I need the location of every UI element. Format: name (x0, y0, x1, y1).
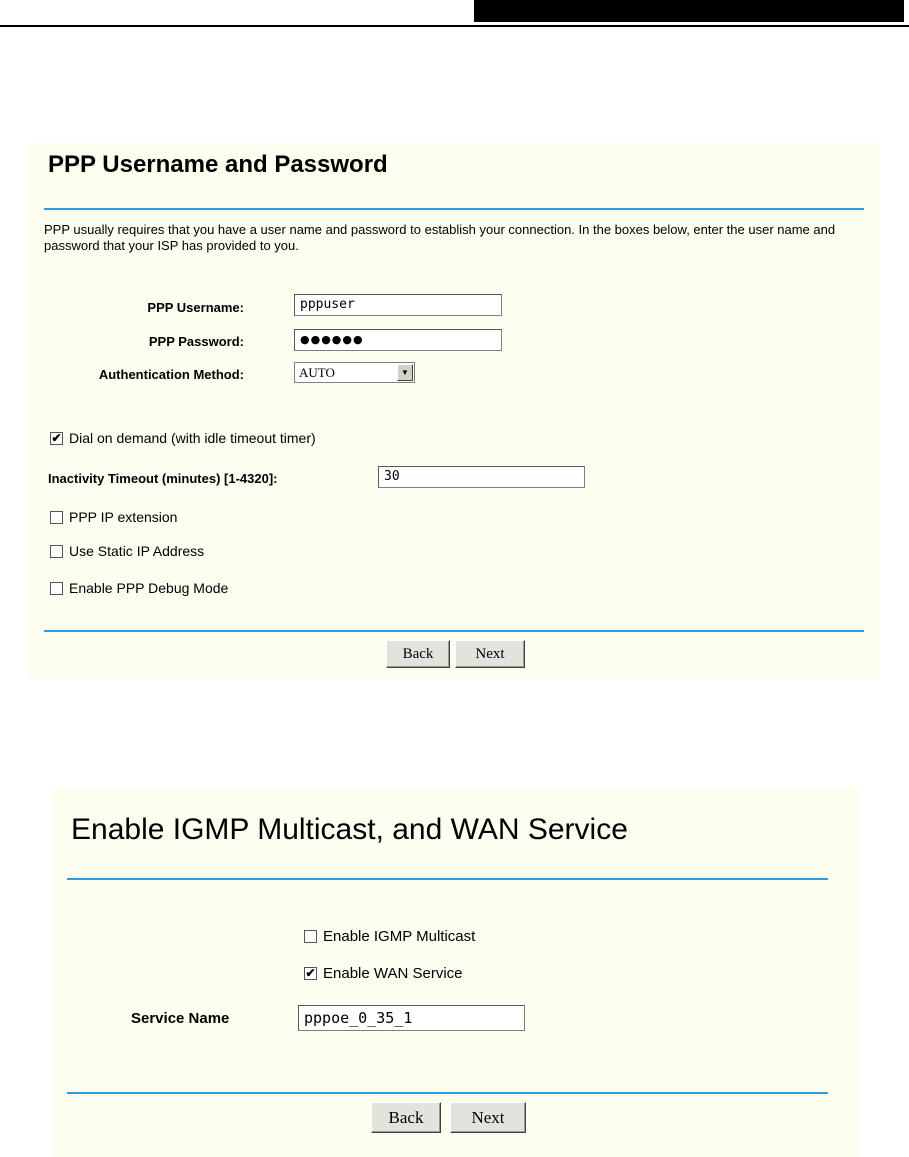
section-title: Enable IGMP Multicast, and WAN Service (71, 813, 628, 846)
dial-on-demand-row[interactable] (50, 430, 316, 446)
description-text: PPP usually requires that you have a user name and password to establish your connection. In the boxes below, enter the user name and password that your ISP has provided to you. (44, 222, 836, 253)
footer-divider (67, 1092, 828, 1094)
auth-method-label: Authentication Method: (98, 367, 244, 382)
next-button[interactable]: Next (450, 1102, 526, 1133)
title-divider (67, 878, 828, 880)
ppp-ip-extension-checkbox[interactable] (50, 511, 63, 524)
static-ip-label: Use Static IP Address (69, 543, 205, 559)
footer-divider (44, 630, 864, 632)
igmp-wan-panel (51, 787, 860, 1157)
igmp-multicast-label: Enable IGMP Multicast (323, 928, 476, 945)
back-button[interactable]: Back (386, 640, 450, 668)
dropdown-arrow-icon[interactable]: ▼ (397, 364, 413, 381)
header-bar (474, 0, 904, 22)
ppp-credentials-panel (28, 143, 880, 679)
debug-mode-row[interactable] (50, 580, 228, 596)
static-ip-row[interactable] (50, 543, 204, 559)
password-label: PPP Password: (148, 334, 244, 349)
service-name-label: Service Name (131, 1010, 230, 1027)
auth-method-value: AUTO (299, 365, 335, 380)
inactivity-timeout-label: Inactivity Timeout (minutes) [1-4320]: (48, 471, 278, 486)
igmp-multicast-checkbox[interactable] (304, 930, 317, 943)
ppp-ip-extension-row[interactable] (50, 509, 177, 525)
dial-on-demand-label: Dial on demand (with idle timeout timer) (69, 430, 316, 446)
wan-service-row[interactable] (304, 965, 463, 982)
inactivity-timeout-input[interactable]: 30 (378, 466, 585, 488)
page-title: PPP Username and Password (48, 151, 388, 178)
dial-on-demand-checkbox[interactable]: ✔ (51, 430, 62, 445)
ppp-ip-extension-label: PPP IP extension (69, 509, 178, 525)
header-rule (0, 25, 909, 27)
debug-mode-label: Enable PPP Debug Mode (69, 580, 229, 596)
back-button[interactable]: Back (371, 1102, 441, 1133)
password-input[interactable]: ●●●●●● (294, 329, 502, 351)
username-label: PPP Username: (147, 300, 244, 315)
auth-method-select[interactable] (294, 362, 415, 383)
next-button[interactable]: Next (455, 640, 525, 668)
wan-service-checkbox[interactable]: ✔ (305, 966, 316, 980)
igmp-multicast-row[interactable] (304, 928, 475, 945)
wan-service-label: Enable WAN Service (323, 965, 463, 982)
static-ip-checkbox[interactable] (50, 545, 63, 558)
title-divider (44, 208, 864, 210)
username-input[interactable]: pppuser (294, 294, 502, 316)
service-name-input[interactable]: pppoe_0_35_1 (298, 1005, 525, 1031)
debug-mode-checkbox[interactable] (50, 582, 63, 595)
